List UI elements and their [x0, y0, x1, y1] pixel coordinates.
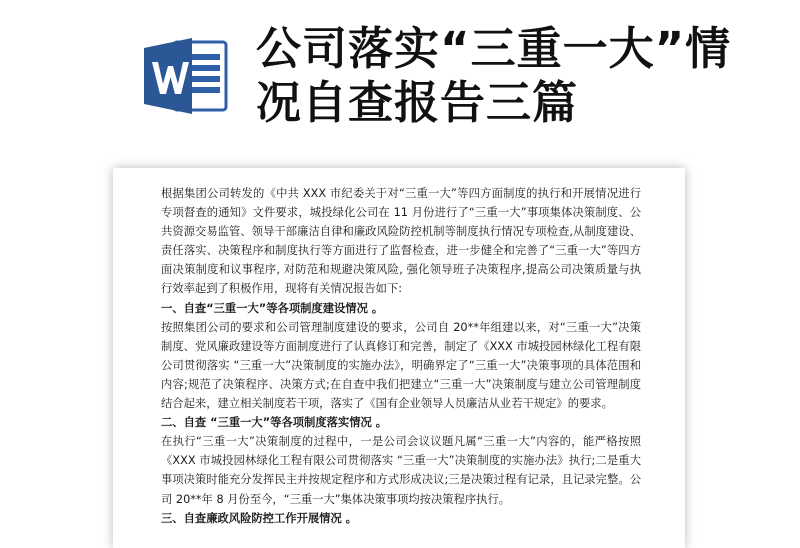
section-2-paragraph: 在执行“三重一大”决策制度的过程中，一是公司会议议题凡属“三重一大”内容的，能严格按照《XXX 市城投园林绿化工程有限公司贯彻落实 “三重一大”决策制度的实施办法》执行;二是重大事项决策时能充分发挥民主并按规定程序和方式形成决议;三是决策过程有记录，且记录完整。公司 20**年 8 月份至今，“三重一大”集体决策事项均按决策程序执行。	[161, 435, 641, 506]
intro-paragraph: 根据集团公司转发的《中共 XXX 市纪委关于对“三重一大”等四方面制度的执行和开展情况进行专项督查的通知》文件要求，城投绿化公司在 11 月份进行了“三重一大”事项集体决策制度、公共资源交易监管、领导干部廉洁自律和廉政风险防控机制等制度执行情况专项检查,从制度建设、责任落实、决策程序和制度执行等方面进行了监督检查，进一步健全和完善了“三重一大”等四方面决策制度和议事程序, 对防范和规避决策风险, 强化领导班子决策程序,提高公司决策质量与执行效率起到了积极作用，现将有关情况报告如下:	[161, 187, 641, 296]
word-document-icon	[144, 38, 230, 114]
header	[0, 0, 800, 150]
page-title: 公司落实“三重一大”情况自查报告三篇	[256, 22, 732, 129]
section-heading-2: 二、自查 “三重一大”等各项制度落实情况 。	[161, 416, 388, 430]
document-body	[161, 184, 641, 528]
section-heading-3: 三、自查廉政风险防控工作开展情况 。	[161, 511, 357, 525]
section-1-paragraph: 按照集团公司的要求和公司管理制度建设的要求，公司自 20**年组建以来，对“三重一大”决策制度、党风廉政建设等方面制度进行了认真修订和完善，制定了《XXX 市城投园林绿化工程有限公司贯彻落实 “三重一大”决策制度的实施办法》，明确界定了“三重一大”决策事项的具体范围和内容;规范了决策程序、决策方式;在自查中我们把建立“三重一大”决策制度与建立公司管理制度结合起来，建立相关制度若干项，落实了《国有企业领导人员廉洁从业若干规定》的要求。	[161, 320, 641, 411]
document-page	[113, 168, 685, 548]
section-heading-1: 一、自查“三重一大”等各项制度建设情况 。	[161, 301, 384, 315]
